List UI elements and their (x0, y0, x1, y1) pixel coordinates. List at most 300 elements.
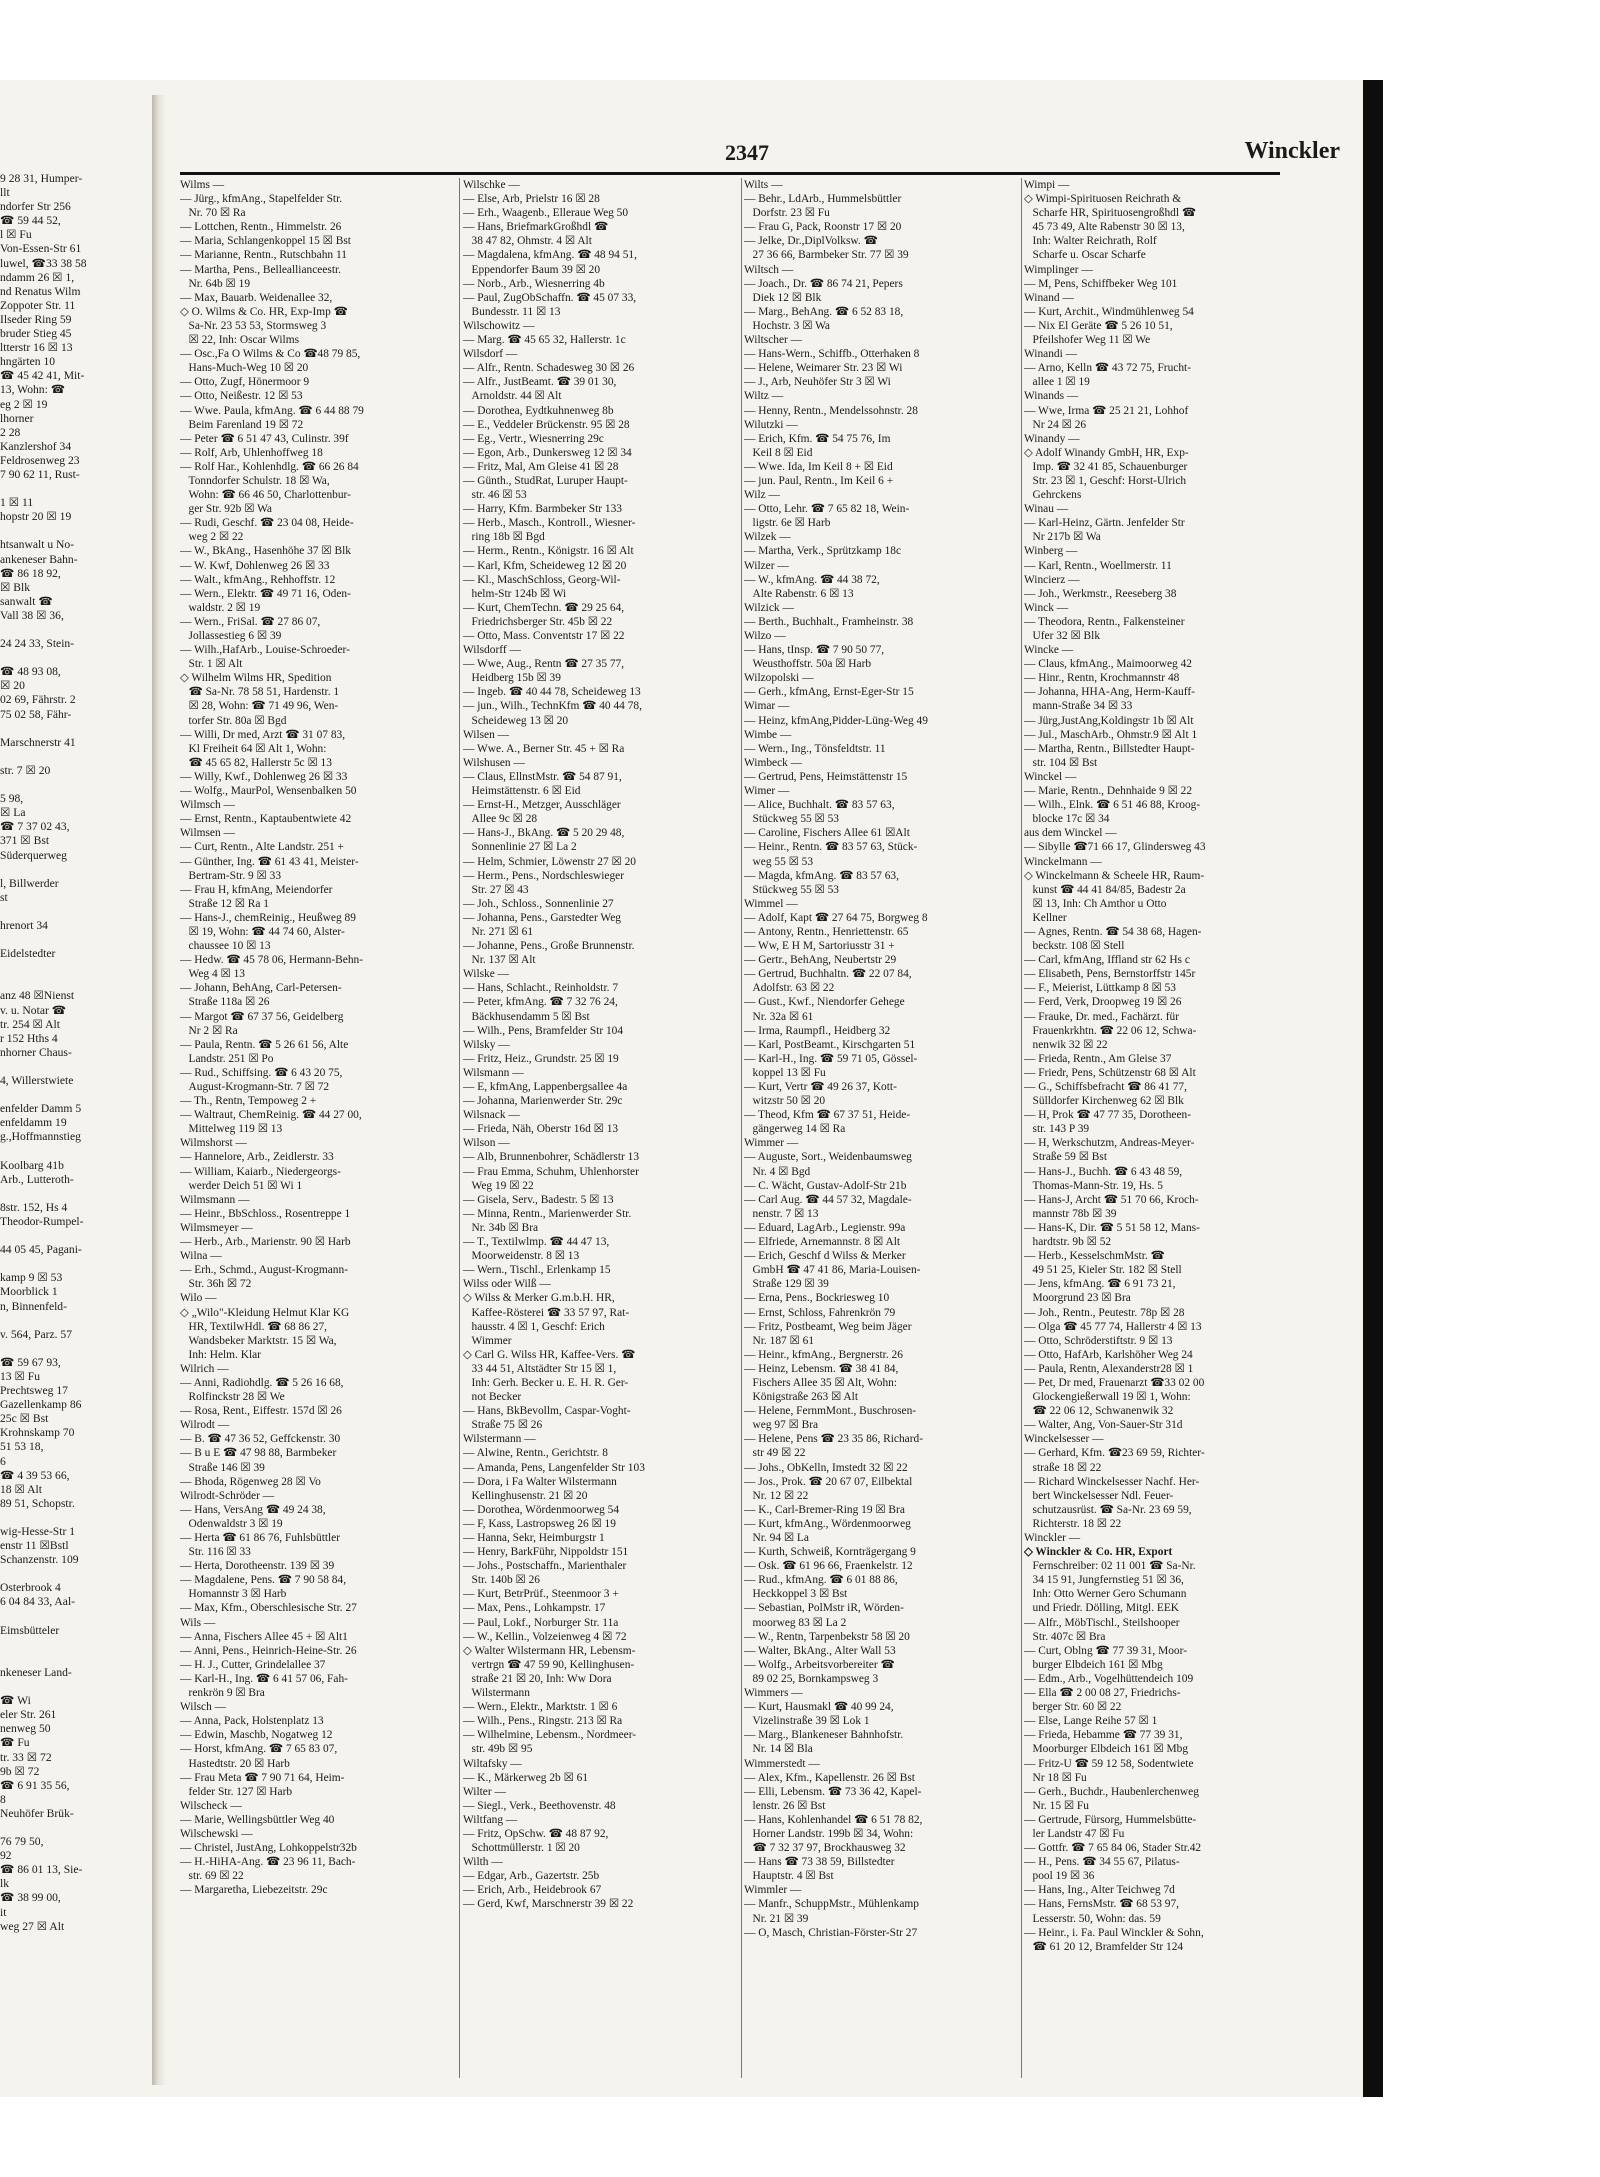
directory-entry-line: straße 18 ☒ 22 (1024, 1461, 1102, 1474)
directory-entry-line: — Kurth, Schweiß, Kornträgergang 9 (744, 1546, 916, 1559)
page-gutter (152, 95, 166, 2085)
directory-entry-line: — Gerhard, Kfm. ☎23 69 59, Richter- (1024, 1447, 1205, 1460)
directory-entry-line: — Gerh., kfmAng, Ernst-Eger-Str 15 (744, 686, 914, 699)
directory-entry-line: — Alwine, Rentn., Gerichtstr. 8 (463, 1447, 608, 1460)
fragment-line: ☎ 59 44 52, (0, 214, 61, 228)
directory-entry-line: — Hans, VersAng ☎ 49 24 38, (180, 1503, 326, 1516)
directory-entry-line: — Magda, kfmAng. ☎ 83 57 63, (744, 869, 899, 882)
surname-heading: Wiltscher — (744, 334, 803, 347)
directory-entry-line: — Frau G, Pack, Roonstr 17 ☒ 20 (744, 221, 902, 234)
directory-entry-line: GmbH ☎ 47 41 86, Maria-Louisen- (744, 1264, 921, 1277)
directory-entry-line: — Karl, Kfm, Scheideweg 12 ☒ 20 (463, 559, 627, 572)
directory-entry-line: — Erh., Schmd., August-Krogmann- (180, 1264, 348, 1277)
fragment-line: ☒ 20 (0, 679, 25, 693)
surname-heading: Wilo — (180, 1292, 217, 1305)
directory-entry-line: — W., Rentn, Tarpenbekstr 58 ☒ 20 (744, 1630, 910, 1643)
directory-entry-line: und Friedr. Dölling, Mitgl. EEK (1024, 1602, 1180, 1615)
directory-entry-line: — Rosa, Rent., Eiffestr. 157d ☒ 26 (180, 1405, 342, 1418)
fragment-line (0, 1511, 150, 1525)
directory-entry-line: Nr. 34b ☒ Bra (463, 1221, 539, 1234)
directory-entry-line: Bertram-Str. 9 ☒ 33 (180, 869, 282, 882)
directory-entry-line: — Peter ☎ 6 51 47 43, Culinstr. 39f (180, 432, 349, 445)
fragment-line: nd Renatus Wilm (0, 284, 81, 298)
directory-entry-line: Straße 146 ☒ 39 (180, 1461, 265, 1474)
directory-entry-line: — Anna, Pack, Holstenplatz 13 (180, 1715, 324, 1728)
surname-heading: Winau — (1024, 503, 1069, 516)
fragment-line: eler Str. 261 (0, 1708, 57, 1722)
directory-entry-line: — Gottfr. ☎ 7 65 84 06, Stader Str.42 (1024, 1842, 1202, 1855)
directory-entry-line: Scharfe HR, Spirituosengroßhdl ☎ (1024, 207, 1197, 220)
directory-entry-line: — Günther, Ing. ☎ 61 43 41, Meister- (180, 855, 359, 868)
surname-heading: Wimpi — (1024, 179, 1070, 191)
directory-entry-line: — Heinr., BbSchloss., Rosentreppe 1 (180, 1207, 351, 1220)
fragment-line: Vall 38 ☒ 36, (0, 608, 64, 622)
surname-heading: Wiltafsky — (463, 1757, 522, 1770)
directory-entry-line: — William, Kaiarb., Niedergeorgs- (180, 1165, 341, 1178)
directory-entry-line: Moorburger Elbdeich 161 ☒ Mbg (1024, 1743, 1189, 1756)
directory-entry-line: — Lottchen, Rentn., Himmelstr. 26 (180, 221, 342, 234)
directory-entry-line: — Herb., Arb., Marienstr. 90 ☒ Harb (180, 1236, 351, 1249)
fragment-line: 5 98, (0, 792, 24, 806)
directory-entry-line: weg 55 ☒ 53 (744, 855, 814, 868)
directory-entry-line: — Horst, kfmAng. ☎ 7 65 83 07, (180, 1743, 338, 1756)
directory-entry-line: Tonndorfer Schulstr. 18 ☒ Wa, (180, 474, 330, 487)
directory-entry-line: — Elfriede, Arnemannstr. 8 ☒ Alt (744, 1236, 901, 1249)
directory-entry-line: — F., Meierist, Lüttkamp 8 ☒ 53 (1024, 982, 1176, 995)
directory-entry-line: — Rud., kfmAng. ☎ 6 01 88 86, (744, 1574, 898, 1587)
directory-entry-line: — Kurt, Hausmakl ☎ 40 99 24, (744, 1701, 894, 1714)
fragment-line: 8str. 152, Hs 4 (0, 1200, 68, 1214)
directory-entry-line: ring 18b ☒ Bgd (463, 531, 545, 544)
directory-entry-line: — Richard Winckelsesser Nachf. Her- (1024, 1475, 1200, 1488)
surname-heading: Wimmers — (744, 1687, 803, 1700)
directory-entry-line: — Frauke, Dr. med., Fachärzt. für (1024, 1010, 1179, 1023)
directory-entry-line: — Pet, Dr med, Frauenarzt ☎33 02 00 (1024, 1376, 1205, 1389)
directory-entry-line: Str. 140b ☒ 26 (463, 1574, 540, 1587)
directory-entry-line: — Helene, Weimarer Str. 23 ☒ Wi (744, 362, 903, 375)
directory-entry-line: Nr. 21 ☒ 39 (744, 1912, 809, 1925)
surname-heading: Winckelmann — (1024, 855, 1102, 868)
directory-entry-line: — Heinr., i. Fa. Paul Winckler & Sohn, (1024, 1926, 1204, 1939)
directory-entry-line: — Osc.,Fa O Wilms & Co ☎48 79 85, (180, 348, 361, 361)
fragment-line: 18 ☒ Alt (0, 1482, 42, 1496)
fragment-line (0, 961, 150, 975)
directory-entry-line: — Wern., Tischl., Erlenkamp 15 (463, 1264, 611, 1277)
fragment-line: Arb., Lutteroth- (0, 1172, 74, 1186)
directory-entry-line: — Ernst, Schloss, Fahrenkrön 79 (744, 1306, 896, 1319)
business-entry: ◇ Wimpi-Spirituosen Reichrath & (1024, 193, 1182, 206)
directory-entry-line: — Hans, BkBevollm, Caspar-Voght- (463, 1405, 631, 1418)
fragment-line: Krohnskamp 70 (0, 1426, 75, 1440)
directory-entry-line: Keil 8 ☒ Eid (744, 446, 813, 459)
directory-entry-line: Straße 118a ☒ 26 (180, 996, 270, 1009)
directory-entry-line: Nr. 12 ☒ 22 (744, 1489, 809, 1502)
directory-entry-line: — Amanda, Pens, Langenfelder Str 103 (463, 1461, 645, 1474)
directory-entry-line: — Fritz, Heiz., Grundstr. 25 ☒ 19 (463, 1052, 619, 1065)
directory-entry-line: Heidberg 15b ☒ 39 (463, 672, 561, 685)
directory-entry-line: schutzausrüst. ☎ Sa-Nr. 23 69 59, (1024, 1503, 1192, 1516)
directory-entry-line: — Curt, Oblng ☎ 77 39 31, Moor- (1024, 1644, 1187, 1657)
fragment-line: Prechtsweg 17 (0, 1384, 68, 1398)
directory-entry-line: Hochstr. 3 ☒ Wa (744, 319, 830, 332)
directory-entry-line: — Hans, FernsMstr. ☎ 68 53 97, (1024, 1898, 1179, 1911)
directory-entry-line: ☎ 45 65 82, Hallerstr 5c ☒ 13 (180, 756, 332, 769)
directory-entry-line: — Frieda, Hebamme ☎ 77 39 31, (1024, 1729, 1183, 1742)
surname-heading: Wilzo — (744, 630, 786, 642)
surname-heading: Wimer — (744, 785, 790, 798)
directory-entry-line: — Adolf, Kapt ☎ 27 64 75, Borgweg 8 (744, 911, 928, 924)
directory-entry-line: Str. 23 ☒ 1, Geschf: Horst-Ulrich (1024, 474, 1187, 487)
directory-entry-line: Allee 9c ☒ 28 (463, 813, 538, 826)
directory-entry-line: vertrgn ☎ 47 59 90, Kellinghusen- (463, 1658, 635, 1671)
surname-heading: Wilna — (180, 1250, 222, 1263)
directory-entry-line: Scharfe u. Oscar Scharfe (1024, 249, 1146, 262)
surname-heading: Winands — (1024, 390, 1079, 403)
directory-entry-line: Fischers Allee 35 ☒ Alt, Wohn: (744, 1376, 898, 1389)
directory-entry-line: beckstr. 108 ☒ Stell (1024, 940, 1125, 953)
page-header (180, 132, 1340, 172)
directory-entry-line: — Marianne, Rentn., Rutschbahn 11 (180, 249, 347, 262)
directory-entry-line: witzstr 50 ☒ 20 (744, 1095, 826, 1108)
directory-entry-line: Heckkoppel 3 ☒ Bst (744, 1588, 848, 1601)
directory-entry-line: — Wern., Elektr. ☎ 49 71 16, Oden- (180, 587, 351, 600)
fragment-line: 2 28 (0, 425, 21, 439)
directory-entry-line: Wandsbeker Marktstr. 15 ☒ Wa, (180, 1334, 337, 1347)
directory-entry-line: — Joh., Werkmstr., Reeseberg 38 (1024, 587, 1177, 600)
directory-entry-line: Hans-Much-Weg 10 ☒ 20 (180, 362, 309, 375)
directory-entry-line: — Caroline, Fischers Allee 61 ☒Alt (744, 827, 910, 840)
directory-entry-line: — Frieda, Näh, Oberstr 16d ☒ 13 (463, 1123, 619, 1136)
directory-entry-line: — jun., Wilh., TechnKfm ☎ 40 44 78, (463, 700, 642, 713)
running-head: Winckler (1244, 138, 1340, 164)
directory-entry-line: — Kurt, Vertr ☎ 49 26 37, Kott- (744, 1081, 897, 1093)
business-entry: ◇ Wilhelm Wilms HR, Spedition (180, 672, 332, 685)
fragment-line: weg 27 ☒ Alt (0, 1919, 65, 1933)
directory-entry-line: — Wern., Elektr., Marktstr. 1 ☒ 6 (463, 1701, 618, 1714)
fragment-line: Osterbrook 4 (0, 1581, 61, 1595)
directory-entry-line: — Irma, Raumpfl., Heidberg 32 (744, 1024, 891, 1037)
directory-entry-line: — Ella ☎ 2 00 08 27, Friedrichs- (1024, 1687, 1181, 1700)
directory-entry-line: — Hans-J., BkAng. ☎ 5 20 29 48, (463, 827, 625, 840)
directory-entry-line: — Frau Meta ☎ 7 90 71 64, Heim- (180, 1771, 345, 1784)
surname-heading: Wilzer — (744, 559, 789, 572)
directory-entry-line: — T., Textilwlmp. ☎ 44 47 13, (463, 1236, 610, 1249)
directory-entry-line: — Günth., StudRat, Luruper Haupt- (463, 474, 628, 487)
directory-entry-line: — Curt, Rentn., Alte Landstr. 251 + (180, 841, 344, 854)
business-entry: ◇ Walter Wilstermann HR, Lebensm- (463, 1644, 636, 1657)
directory-entry-line: — Herm., Pens., Nordschleswieger (463, 869, 625, 882)
directory-entry-line: — Eduard, LagArb., Legienstr. 99a (744, 1221, 906, 1234)
directory-entry-line: — Th., Rentn, Tempoweg 2 + (180, 1095, 317, 1108)
directory-entry-line: Moorgrund 23 ☒ Bra (1024, 1292, 1131, 1305)
surname-heading: Wilz — (744, 489, 780, 502)
directory-entry-line: — Theodora, Rentn., Falkensteiner (1024, 615, 1185, 628)
directory-entry-line: Inh: Otto Werner Gero Schumann (1024, 1588, 1187, 1601)
directory-entry-line: — Otto, Neißestr. 12 ☒ 53 (180, 390, 303, 403)
directory-entry-line: — Ingeb. ☎ 40 44 78, Scheideweg 13 (463, 686, 641, 699)
directory-entry-line: — Peter, kfmAng. ☎ 7 32 76 24, (463, 996, 618, 1009)
directory-entry-line: — Willi, Dr med, Arzt ☎ 31 07 83, (180, 728, 346, 741)
directory-entry-line: — Wwe. Ida, Im Keil 8 + ☒ Eid (744, 460, 893, 473)
directory-entry-line: — Hans, Schlacht., Reinholdstr. 7 (463, 982, 619, 995)
directory-entry-line: Inh: Walter Reichrath, Rolf (1024, 235, 1157, 248)
fragment-line: 1 ☒ 11 (0, 496, 34, 510)
directory-entry-line: — Rudi, Geschf. ☎ 23 04 08, Heide- (180, 517, 354, 530)
directory-entry-line: — E, kfmAng, Lappenbergsallee 4a (463, 1081, 628, 1093)
directory-entry-line: — Erich, Geschf d Wilss & Merker (744, 1250, 906, 1263)
fragment-line: Von-Essen-Str 61 (0, 242, 82, 256)
surname-heading: Wilrodt-Schröder — (180, 1489, 275, 1502)
directory-entry-line: — Alfr., JustBeamt. ☎ 39 01 30, (463, 376, 617, 389)
directory-entry-line: — Gisela, Serv., Badestr. 5 ☒ 13 (463, 1193, 614, 1206)
directory-entry-line: — Fritz, Mal, Am Gleise 41 ☒ 28 (463, 460, 619, 473)
directory-entry-line: — Hans-J, Archt ☎ 51 70 66, Kroch- (1024, 1193, 1199, 1206)
directory-entry-line: Schottmüllerstr. 1 ☒ 20 (463, 1842, 580, 1855)
fragment-line (0, 482, 150, 496)
fragment-line (0, 1144, 150, 1158)
directory-entry-line: — Willy, Kwf., Dohlenweg 26 ☒ 33 (180, 770, 348, 783)
directory-entry-line: Nr 2 ☒ Ra (180, 1024, 238, 1037)
directory-entry-line: — C. Wächt, Gustav-Adolf-Str 21b (744, 1179, 907, 1192)
directory-entry-line: — Manfr., SchuppMstr., Mühlenkamp (744, 1898, 919, 1911)
directory-entry-line: — Gertrud, Buchhaltn. ☎ 22 07 84, (744, 968, 912, 981)
directory-entry-line: — Ernst-H., Metzger, Ausschläger (463, 799, 621, 812)
directory-entry-line: — Marg., Blankeneser Bahnhofstr. (744, 1729, 904, 1742)
directory-entry-line: — Martha, Verk., Sprützkamp 18c (744, 545, 902, 558)
fragment-line: nkeneser Land- (0, 1665, 72, 1679)
fragment-line (0, 1060, 150, 1074)
directory-entry-line: Str. 1 ☒ Alt (180, 658, 243, 671)
directory-entry-line: Straße 59 ☒ Bst (1024, 1151, 1107, 1164)
fragment-line (0, 722, 150, 736)
directory-entry-line: Nr. 64b ☒ 19 (180, 277, 251, 290)
business-entry: ◇ O. Wilms & Co. HR, Exp-Imp ☎ (180, 305, 348, 318)
directory-entry-line: — Claus, kfmAng., Maimoorweg 42 (1024, 658, 1192, 671)
directory-entry-line: Weg 19 ☒ 22 (463, 1179, 534, 1192)
directory-entry-line: — Anni, Radiohdlg. ☎ 5 26 16 68, (180, 1376, 344, 1389)
directory-entry-line: — Gertrude, Fürsorg, Hummelsbütte- (1024, 1813, 1197, 1826)
surname-heading: Wilsen — (463, 728, 510, 741)
directory-entry-line: — Dorothea, Eydtkuhnenweg 8b (463, 404, 614, 417)
fragment-line: ☎ 38 99 00, (0, 1891, 61, 1905)
fragment-line: nhorner Chaus- (0, 1045, 72, 1059)
directory-entry-line: — K., Märkerweg 2b ☒ 61 (463, 1771, 589, 1784)
fragment-line: ☒ Blk (0, 580, 31, 594)
directory-entry-line: — Magdalena, kfmAng. ☎ 48 94 51, (463, 249, 637, 262)
directory-entry-line: — Fritz-U ☎ 59 12 58, Sodentwiete (1024, 1757, 1194, 1770)
directory-entry-line: ger Str. 92b ☒ Wa (180, 503, 272, 516)
directory-entry-line: Sülldorfer Kirchenweg 62 ☒ Blk (1024, 1095, 1184, 1108)
surname-heading: Wilutzki — (744, 418, 798, 431)
directory-entry-line: — Magdalene, Pens. ☎ 7 90 58 84, (180, 1574, 347, 1587)
directory-entry-line: — Otto, HafArb, Karlshöher Weg 24 (1024, 1348, 1193, 1361)
fragment-line: 25c ☒ Bst (0, 1412, 49, 1426)
directory-entry-line: Wimmer (463, 1334, 512, 1347)
directory-entry-line: — W., BkAng., Hasenhöhe 37 ☒ Blk (180, 545, 351, 558)
directory-entry-line: — Gertr., BehAng, Neubertstr 29 (744, 954, 897, 967)
fragment-line: ankeneser Bahn- (0, 552, 78, 566)
directory-entry-line: — F, Kass, Lastropsweg 26 ☒ 19 (463, 1517, 616, 1530)
directory-entry-line: waldstr. 2 ☒ 19 (180, 601, 261, 614)
directory-entry-line: ler Landstr 47 ☒ Fu (1024, 1827, 1125, 1840)
directory-entry-line: Hauptstr. 4 ☒ Bst (744, 1870, 834, 1883)
directory-entry-line: — Hans ☎ 73 38 59, Billstedter (744, 1856, 895, 1869)
directory-entry-line: Homannstr 3 ☒ Harb (180, 1588, 287, 1601)
directory-entry-line: — Johs., ObKelln, Imstedt 32 ☒ 22 (744, 1461, 908, 1474)
fragment-line: v. u. Notar ☎ (0, 1003, 67, 1017)
directory-entry-line: — Paul, ZugObSchaffn. ☎ 45 07 33, (463, 291, 637, 304)
fragment-line: 371 ☒ Bst (0, 834, 50, 848)
directory-entry-line: — Hedw. ☎ 45 78 06, Hermann-Behn- (180, 954, 364, 967)
directory-entry-line: — Jürg,JustAng,Koldingstr 1b ☒ Alt (1024, 714, 1194, 727)
directory-entry-line: — Marg. ☎ 45 65 32, Hallerstr. 1c (463, 334, 626, 347)
directory-entry-line: Dorfstr. 23 ☒ Fu (744, 207, 830, 220)
directory-entry-line: — Joh., Rentn., Peutestr. 78p ☒ 28 (1024, 1306, 1185, 1319)
surname-heading: Winck — (1024, 601, 1069, 614)
directory-entry-line: — Johanna, Pens., Garstedter Weg (463, 911, 621, 924)
directory-entry-line: — Heinr., Rentn. ☎ 83 57 63, Stück- (744, 841, 918, 854)
fragment-line (0, 933, 150, 947)
directory-entry-line: hausstr. 4 ☒ 1, Geschf: Erich (463, 1320, 605, 1333)
surname-heading: Wiltfang — (463, 1813, 518, 1826)
fragment-line: 4, Willerstwiete (0, 1074, 74, 1087)
fragment-line: llt (0, 186, 10, 200)
fragment-line: 24 24 33, Stein- (0, 637, 75, 651)
directory-entry-line: — Elisabeth, Pens, Bernstorffstr 145r (1024, 968, 1196, 981)
directory-entry-line: — Alex, Kfm., Kapellenstr. 26 ☒ Bst (744, 1771, 915, 1784)
fragment-line: enfelder Damm 5 (0, 1102, 82, 1116)
surname-heading: Wilth — (463, 1856, 503, 1869)
directory-entry-line: — Olga ☎ 45 77 74, Hallerstr 4 ☒ 13 (1024, 1320, 1202, 1333)
directory-entry-line: Arnoldstr. 44 ☒ Alt (463, 390, 562, 403)
directory-entry-line: — Wilh., Elnk. ☎ 6 51 46 88, Kroog- (1024, 799, 1201, 812)
directory-entry-line: chaussee 10 ☒ 13 (180, 940, 271, 953)
directory-entry-line: — Max, Kfm., Oberschlesische Str. 27 (180, 1602, 357, 1615)
directory-column-2 (463, 178, 739, 2083)
fragment-line (0, 975, 150, 989)
fragment-line: ☎ 7 37 02 43, (0, 820, 70, 834)
surname-heading: Wiltz — (744, 390, 784, 403)
surname-heading: Wimar — (744, 700, 790, 713)
directory-entry-line: — Osk. ☎ 61 96 66, Fraenkelstr. 12 (744, 1560, 913, 1573)
directory-entry-line: Glockengießerwall 19 ☒ 1, Wohn: (1024, 1391, 1191, 1404)
directory-entry-line: — Rud., Schiffsing. ☎ 6 43 20 75, (180, 1066, 343, 1079)
directory-entry-line: Heimstättenstr. 6 ☒ Eid (463, 785, 581, 798)
directory-entry-line: Richterstr. 18 ☒ 22 (1024, 1517, 1122, 1530)
directory-entry-line: mannstr 78b ☒ 39 (1024, 1207, 1117, 1220)
fragment-line (0, 1652, 150, 1666)
directory-entry-line: pool 19 ☒ 36 (1024, 1870, 1095, 1883)
surname-heading: Winand — (1024, 291, 1074, 304)
directory-entry-line: 33 44 51, Altstädter Str 15 ☒ 1, (463, 1362, 617, 1375)
directory-entry-line: — Frau Emma, Schuhm, Uhlenhorster (463, 1165, 639, 1178)
directory-entry-line: — Wilh., Pens., Ringstr. 213 ☒ Ra (463, 1715, 623, 1728)
directory-entry-line: — Marg., BehAng. ☎ 6 52 83 18, (744, 305, 904, 318)
directory-entry-line: ☎ 22 06 12, Schwanenwik 32 (1024, 1405, 1174, 1418)
surname-heading: Wilsmann — (463, 1066, 524, 1079)
fragment-line: enstr 11 ☒Bstl (0, 1539, 69, 1553)
directory-entry-line: bert Winckelsesser Ndl. Feuer- (1024, 1489, 1174, 1502)
directory-entry-line: nenstr. 7 ☒ 13 (744, 1207, 819, 1220)
surname-heading: Wimmler — (744, 1884, 802, 1897)
directory-column-3 (744, 178, 1020, 2083)
surname-heading: Wimbe — (744, 728, 792, 741)
surname-heading: Winckel — (1024, 770, 1077, 783)
directory-entry-line: str. 69 ☒ 22 (180, 1870, 244, 1883)
directory-entry-line: — Anna, Fischers Allee 45 + ☒ Alt1 (180, 1630, 348, 1643)
directory-entry-line: werder Deich 51 ☒ Wi 1 (180, 1179, 303, 1192)
surname-heading: Wilzopolski — (744, 672, 814, 685)
directory-entry-line: Str. 116 ☒ 33 (180, 1546, 251, 1559)
directory-entry-line: — Karl, Rentn., Woellmerstr. 11 (1024, 559, 1172, 572)
directory-entry-line: — Fritz, Postbeamt, Weg beim Jäger (744, 1320, 912, 1333)
directory-entry-line: — Else, Lange Reihe 57 ☒ 1 (1024, 1715, 1158, 1728)
fragment-line: anz 48 ☒Nienst (0, 989, 75, 1003)
directory-entry-line: August-Krogmann-Str. 7 ☒ 72 (180, 1081, 330, 1093)
surname-heading: Wilschowitz — (463, 319, 535, 332)
directory-entry-line: Str. 407c ☒ Bra (1024, 1630, 1106, 1643)
directory-entry-line: Nr. 15 ☒ Fu (1024, 1799, 1089, 1812)
directory-entry-line: — B u E ☎ 47 98 88, Barmbeker (180, 1447, 337, 1460)
fragment-line: eg 2 ☒ 19 (0, 397, 48, 411)
surname-heading: Wils — (180, 1616, 216, 1629)
directory-entry-line: — Otto, Zugf, Hönermoor 9 (180, 376, 310, 389)
fragment-line: ☎ Fu (0, 1736, 30, 1750)
directory-entry-line: — Erich, Kfm. ☎ 54 75 76, Im (744, 432, 891, 445)
directory-entry-line: — Anni, Pens., Heinrich-Heine-Str. 26 (180, 1644, 357, 1657)
directory-entry-line: — Otto, Schröderstiftstr. 9 ☒ 13 (1024, 1334, 1173, 1347)
surname-heading: Wilmsmeyer — (180, 1221, 253, 1234)
directory-entry-line: Thomas-Mann-Str. 19, Hs. 5 (1024, 1179, 1163, 1192)
surname-heading: Wilstermann — (463, 1433, 536, 1446)
directory-entry-line: — Wolfg., Arbeitsvorbereiter ☎ (744, 1658, 895, 1671)
surname-heading: Wimplinger — (1024, 263, 1093, 276)
previous-page-fragment (0, 172, 150, 2082)
directory-entry-line: felder Str. 127 ☒ Harb (180, 1785, 293, 1798)
surname-heading: Winandi — (1024, 348, 1078, 361)
directory-entry-line: — Ww, E H M, Sartoriusstr 31 + (744, 940, 895, 953)
fragment-line: lhorner (0, 411, 34, 425)
fragment-line: lk (0, 1877, 10, 1891)
directory-entry-line: — Alfr., Rentn. Schadesweg 30 ☒ 26 (463, 362, 635, 375)
surname-heading: Wilrich — (180, 1362, 229, 1375)
fragment-line: 13, Wohn: ☎ (0, 383, 66, 397)
fragment-line: 76 79 50, (0, 1835, 44, 1849)
directory-entry-line: — Kurt, BetrPrüf., Steenmoor 3 + (463, 1588, 619, 1601)
directory-entry-line: — Edgar, Arb., Gazertstr. 25b (463, 1870, 600, 1883)
fragment-line: hopstr 20 ☒ 19 (0, 510, 72, 524)
fragment-line (0, 905, 150, 919)
surname-heading: Wilshusen — (463, 756, 525, 769)
directory-entry-line: — Walter, Ang, Von-Sauer-Str 31d (1024, 1419, 1183, 1432)
directory-entry-line: — Otto, Lehr. ☎ 7 65 82 18, Wein- (744, 503, 910, 516)
directory-entry-line: torfer Str. 80a ☒ Bgd (180, 714, 287, 727)
directory-entry-line: — H., Pens. ☎ 34 55 67, Pilatus- (1024, 1856, 1180, 1869)
fragment-line (0, 1187, 150, 1201)
fragment-line: 51 53 18, (0, 1440, 44, 1454)
fragment-line: enfeldamm 19 (0, 1116, 67, 1130)
fragment-line: Süderquerweg (0, 848, 67, 862)
fragment-line: l, Billwerder (0, 876, 59, 890)
fragment-line: luwel, ☎33 38 58 (0, 256, 87, 270)
directory-entry-line: — Sibylle ☎71 66 17, Glindersweg 43 (1024, 841, 1206, 854)
fragment-line (0, 651, 150, 665)
directory-entry-line: Nr. 14 ☒ Bla (744, 1743, 813, 1756)
column-divider (741, 178, 742, 2078)
directory-entry-line: Nr. 70 ☒ Ra (180, 207, 246, 220)
directory-entry-line: — Herb., KesselschmMstr. ☎ (1024, 1250, 1165, 1263)
directory-entry-line: — Kurt, Archit., Windmühlenweg 54 (1024, 305, 1194, 318)
